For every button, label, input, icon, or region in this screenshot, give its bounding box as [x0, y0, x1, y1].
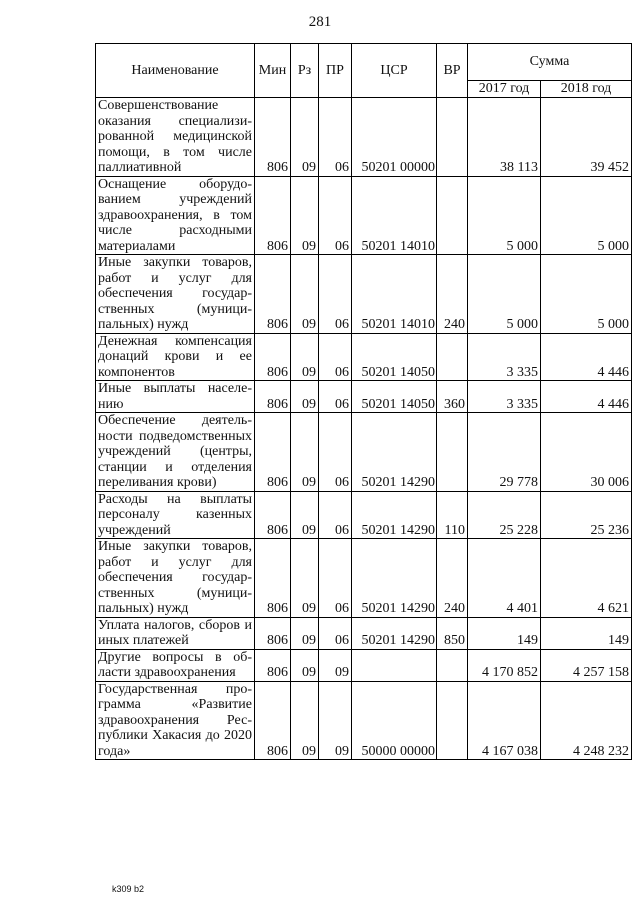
cell-vr: 360: [437, 381, 468, 413]
footer-code: k309 b2: [112, 884, 145, 894]
cell-sum2018: 25 236: [541, 491, 632, 539]
table-row: [96, 176, 632, 255]
cell-rz: 09: [291, 333, 319, 381]
cell-vr: [437, 649, 468, 681]
cell-min: 806: [255, 176, 291, 255]
table-row: [96, 491, 632, 539]
cell-min: 806: [255, 539, 291, 618]
budget-table: [95, 43, 632, 760]
cell-csr: 50201 14290: [352, 539, 437, 618]
cell-vr: [437, 681, 468, 760]
cell-name: Денежная компенсация донаций крови и ее компонентов: [96, 333, 255, 381]
cell-min: 806: [255, 333, 291, 381]
cell-csr: [352, 649, 437, 681]
cell-vr: 110: [437, 491, 468, 539]
table-row: [96, 333, 632, 381]
cell-sum2018: 39 452: [541, 98, 632, 177]
cell-min: 806: [255, 98, 291, 177]
table-row: [96, 617, 632, 649]
cell-vr: [437, 176, 468, 255]
cell-sum2017: 4 170 852: [468, 649, 541, 681]
cell-rz: 09: [291, 98, 319, 177]
cell-csr: 50201 14290: [352, 413, 437, 492]
cell-csr: 50201 14010: [352, 176, 437, 255]
cell-min: 806: [255, 617, 291, 649]
cell-name: Оснащение оборудованием учреждений здравоохранения, в том числе расходными материалами: [96, 176, 255, 255]
cell-csr: 50201 14050: [352, 381, 437, 413]
cell-sum2017: 4 167 038: [468, 681, 541, 760]
cell-pr: 06: [319, 491, 352, 539]
cell-vr: [437, 333, 468, 381]
header-csr: ЦСР: [352, 44, 437, 98]
cell-pr: 06: [319, 413, 352, 492]
header-pr: ПР: [319, 44, 352, 98]
cell-sum2018: 4 446: [541, 381, 632, 413]
cell-rz: 09: [291, 539, 319, 618]
cell-sum2018: 149: [541, 617, 632, 649]
cell-rz: 09: [291, 413, 319, 492]
cell-pr: 06: [319, 539, 352, 618]
cell-sum2018: 4 446: [541, 333, 632, 381]
cell-name: Государственная программа «Развитие здравоохранения Республики Хакасия до 2020 года»: [96, 681, 255, 760]
cell-sum2018: 4 257 158: [541, 649, 632, 681]
cell-sum2018: 4 248 232: [541, 681, 632, 760]
cell-vr: 240: [437, 255, 468, 334]
table-row: [96, 539, 632, 618]
cell-sum2018: 4 621: [541, 539, 632, 618]
header-vr: ВР: [437, 44, 468, 98]
header-rz: Рз: [291, 44, 319, 98]
cell-name: Другие вопросы в области здравоохранения: [96, 649, 255, 681]
table-row: [96, 98, 632, 177]
cell-pr: 06: [319, 98, 352, 177]
cell-vr: [437, 98, 468, 177]
cell-vr: [437, 413, 468, 492]
cell-pr: 06: [319, 381, 352, 413]
header-name: Наименование: [96, 44, 255, 98]
cell-rz: 09: [291, 649, 319, 681]
cell-pr: 06: [319, 617, 352, 649]
cell-sum2017: 29 778: [468, 413, 541, 492]
cell-sum2018: 30 006: [541, 413, 632, 492]
table-row: [96, 649, 632, 681]
cell-sum2017: 5 000: [468, 176, 541, 255]
cell-csr: 50201 00000: [352, 98, 437, 177]
cell-min: 806: [255, 649, 291, 681]
cell-vr: 240: [437, 539, 468, 618]
cell-min: 806: [255, 681, 291, 760]
header-min: Мин: [255, 44, 291, 98]
cell-pr: 09: [319, 649, 352, 681]
cell-pr: 06: [319, 176, 352, 255]
cell-sum2018: 5 000: [541, 255, 632, 334]
cell-min: 806: [255, 413, 291, 492]
header-sum: Сумма: [468, 44, 632, 81]
cell-csr: 50201 14290: [352, 491, 437, 539]
cell-pr: 06: [319, 255, 352, 334]
cell-name: Совершенствование оказания специализированной медицинской помощи, в том числе паллиативной: [96, 98, 255, 177]
header-year-2017: 2017 год: [468, 81, 541, 98]
cell-min: 806: [255, 255, 291, 334]
cell-rz: 09: [291, 491, 319, 539]
cell-sum2017: 149: [468, 617, 541, 649]
cell-csr: 50201 14290: [352, 617, 437, 649]
cell-rz: 09: [291, 681, 319, 760]
cell-vr: 850: [437, 617, 468, 649]
cell-pr: 09: [319, 681, 352, 760]
cell-sum2017: 3 335: [468, 381, 541, 413]
cell-name: Расходы на выплаты персоналу казенных учреждений: [96, 491, 255, 539]
cell-rz: 09: [291, 381, 319, 413]
table-row: [96, 381, 632, 413]
cell-sum2017: 5 000: [468, 255, 541, 334]
cell-sum2018: 5 000: [541, 176, 632, 255]
table-row: [96, 681, 632, 760]
page-number: 281: [308, 14, 332, 30]
cell-name: Обеспечение деятельности подведомственных учреждений (центры, станции и отделения переливания крови): [96, 413, 255, 492]
table-row: [96, 413, 632, 492]
table-row: [96, 255, 632, 334]
cell-csr: 50201 14050: [352, 333, 437, 381]
cell-name: Уплата налогов, сборов и иных платежей: [96, 617, 255, 649]
cell-rz: 09: [291, 255, 319, 334]
cell-rz: 09: [291, 617, 319, 649]
cell-sum2017: 25 228: [468, 491, 541, 539]
cell-pr: 06: [319, 333, 352, 381]
cell-name: Иные выплаты населению: [96, 381, 255, 413]
cell-min: 806: [255, 491, 291, 539]
cell-csr: 50000 00000: [352, 681, 437, 760]
cell-rz: 09: [291, 176, 319, 255]
cell-min: 806: [255, 381, 291, 413]
table-body: [96, 98, 632, 760]
cell-name: Иные закупки товаров, работ и услуг для обеспечения государственных (муниципальных) нужд: [96, 255, 255, 334]
cell-csr: 50201 14010: [352, 255, 437, 334]
cell-name: Иные закупки товаров, работ и услуг для обеспечения государственных (муниципальных) нужд: [96, 539, 255, 618]
cell-sum2017: 4 401: [468, 539, 541, 618]
cell-sum2017: 38 113: [468, 98, 541, 177]
table-header-row: [96, 44, 632, 81]
header-year-2018: 2018 год: [541, 81, 632, 98]
cell-sum2017: 3 335: [468, 333, 541, 381]
